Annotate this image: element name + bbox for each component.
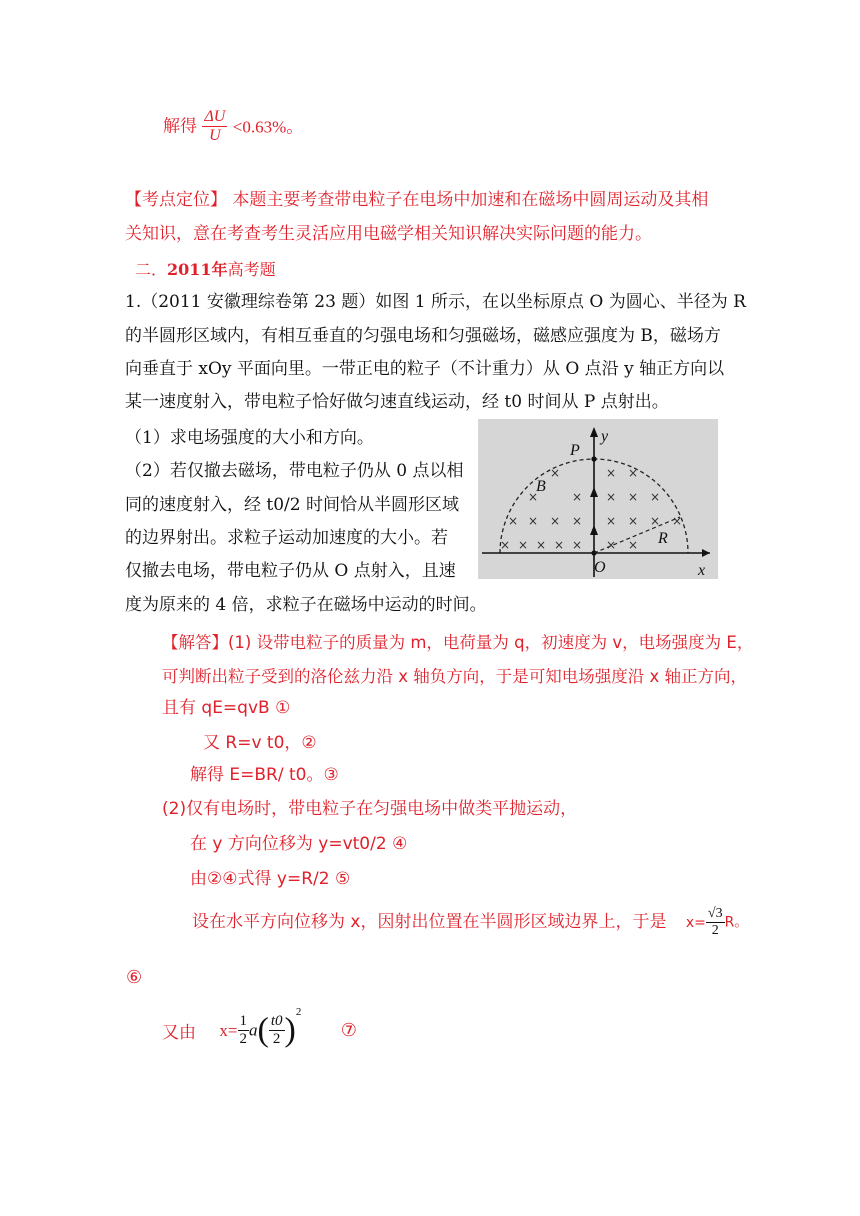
- cross: ×: [536, 538, 547, 552]
- final-formula: [162, 1006, 357, 1054]
- two: 2: [711, 923, 719, 939]
- section-suffix: 年: [211, 260, 228, 279]
- label-x: x: [698, 562, 706, 579]
- answer-line-2: 可判断出粒子受到的洛伦兹力沿 x 轴负方向，于是可知电场强度沿 x 轴正方向，: [162, 667, 748, 686]
- exponent: 2: [295, 1006, 302, 1018]
- problem-line-4: 某一速度射入，带电粒子恰好做匀速直线运动，经 t0 时间从 P 点射出。: [125, 392, 669, 412]
- label-p: P: [570, 442, 580, 459]
- final-mark-7: ⑦: [340, 1020, 357, 1041]
- cross: ×: [528, 490, 539, 504]
- cross: ×: [606, 466, 617, 480]
- cross: ×: [628, 538, 639, 552]
- cross: ×: [528, 514, 539, 528]
- section-rest: 高考题: [227, 260, 276, 279]
- fraction-denominator: U: [209, 127, 221, 145]
- delta-u-fraction: [202, 108, 227, 146]
- problem-line-2: 的半圆形区域内，有相互垂直的匀强电场和匀强磁场，磁感应强度为 B，磁场方: [125, 326, 721, 346]
- cross: ×: [500, 538, 511, 552]
- answer-line-6: (2)仅有电场时，带电粒子在匀强电场中做类平抛运动，: [162, 799, 578, 819]
- fraction-numerator: ΔU: [202, 108, 227, 127]
- section-prefix: 二．: [135, 260, 168, 279]
- answer-line-9: [192, 906, 748, 952]
- label-r: R: [658, 530, 668, 547]
- sqrt3-over-2-fraction: [706, 906, 725, 939]
- cross: ×: [554, 538, 565, 552]
- question-2-line-a: （2）若仅撤去磁场，带电粒子仍从 0 点以相: [125, 461, 464, 481]
- cross: ×: [572, 538, 583, 552]
- solve-label: 解得: [163, 116, 197, 137]
- half-fraction: [238, 1013, 250, 1049]
- cross: ×: [550, 466, 561, 480]
- cross: ×: [650, 490, 661, 504]
- section-heading: [135, 262, 276, 278]
- cross: ×: [628, 466, 639, 480]
- label-b: B: [536, 478, 546, 495]
- question-2-line-e: 度为原来的 4 倍，求粒子在磁场中运动的时间。: [125, 595, 487, 615]
- cross: ×: [606, 514, 617, 528]
- paren-right: ): [284, 1011, 296, 1049]
- cross: ×: [606, 538, 617, 552]
- final-label: 又由: [162, 1023, 196, 1043]
- cross: ×: [606, 490, 617, 504]
- cross: ×: [572, 514, 583, 528]
- answer-mark-6: ⑥: [126, 967, 143, 988]
- cross: ×: [628, 514, 639, 528]
- t0-denominator: 2: [272, 1031, 281, 1047]
- cross: ×: [628, 490, 639, 504]
- answer-r: R。: [724, 914, 749, 931]
- kaodian-line-2: 关知识，意在考查考生灵活应用电磁学相关知识解决实际问题的能力。: [125, 224, 652, 244]
- question-2-line-b: 同的速度射入，经 t0/2 时间恰从半圆形区域: [125, 495, 459, 515]
- point-p-dot: [591, 456, 596, 461]
- answer-line-8: 由②④式得 y=R/2 ⑤: [190, 869, 351, 889]
- answer-line-5: 解得 E=BR/ t0。③: [190, 765, 339, 785]
- cross: ×: [550, 514, 561, 528]
- half-numerator: 1: [238, 1013, 250, 1031]
- t0-numerator: t0: [269, 1013, 285, 1031]
- answer-line-9-text: 设在水平方向位移为 x，因射出位置在半圆形区域边界上，于是: [192, 912, 667, 933]
- cross: ×: [650, 514, 661, 528]
- field-figure: [478, 419, 718, 579]
- problem-line-1: 1.（2011 安徽理综卷第 23 题）如图 1 所示，在以坐标原点 O 为圆心、半径为 R: [125, 292, 746, 312]
- answer-line-7: 在 y 方向位移为 y=vt0/2 ④: [190, 834, 408, 854]
- cross: ×: [518, 538, 529, 552]
- kaodian-text-1: 本题主要考查带电粒子在电场中加速和在磁场中圆周运动及其相: [232, 190, 709, 210]
- accel-a: a: [249, 1020, 258, 1040]
- section-year: 2011: [167, 260, 212, 279]
- label-o: O: [594, 559, 606, 576]
- half-denominator: 2: [239, 1031, 247, 1047]
- answer-line-4: 又 R=v t0，②: [203, 733, 317, 753]
- answer-x-eq: x=: [685, 914, 706, 931]
- t0-over-2-fraction: [269, 1013, 285, 1049]
- cross: ×: [572, 490, 583, 504]
- label-y: y: [601, 428, 609, 445]
- figure-background: [478, 419, 718, 579]
- question-2-line-c: 的边界射出。求粒子运动加速度的大小。若: [125, 528, 448, 548]
- answer-line-1: 【解答】(1) 设带电粒子的质量为 m，电荷量为 q，初速度为 v，电场强度为 E，: [162, 633, 754, 652]
- problem-line-3: 向垂直于 xOy 平面向里。一带正电的粒子（不计重力）从 O 点沿 y 轴正方向以: [125, 359, 725, 379]
- kaodian-tag: 【考点定位】: [125, 190, 227, 210]
- paren-left: (: [257, 1011, 269, 1049]
- result-value: <0.63%。: [232, 117, 304, 137]
- cross: ×: [672, 514, 683, 528]
- sqrt3: √3: [706, 906, 725, 923]
- question-1: （1）求电场强度的大小和方向。: [125, 428, 374, 448]
- cross: ×: [508, 514, 519, 528]
- solve-result-line: [163, 108, 303, 148]
- kaodian-line-1: [125, 192, 708, 209]
- answer-line-3: 且有 qE=qvB ①: [162, 698, 291, 718]
- final-x-eq: x=: [219, 1020, 238, 1040]
- question-2-line-d: 仅撤去电场，带电粒子仍从 O 点射入，且速: [125, 561, 456, 581]
